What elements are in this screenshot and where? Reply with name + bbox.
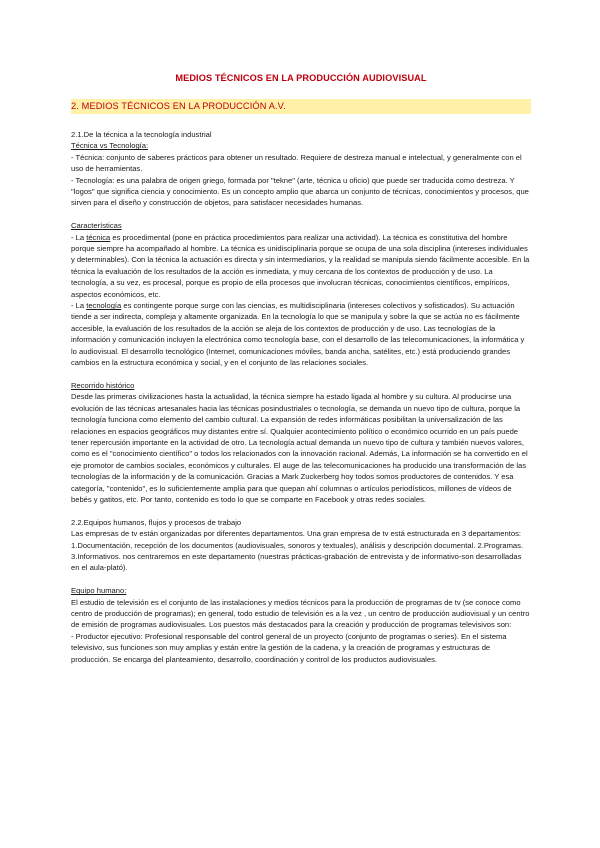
underlined-term: tecnología xyxy=(86,301,122,311)
subsection-title: 2.1.De la técnica a la tecnología industrial xyxy=(71,130,212,139)
subheading-equipo-humano: Equipo humano: xyxy=(71,586,127,596)
underlined-term: técnica xyxy=(86,232,111,242)
subheading-recorrido-historico: Recorrido histórico xyxy=(71,380,135,390)
paragraph: Las empresas de tv están organizadas por diferentes departamentos. Una gran empresa de tv está estructurada en 3 departamentos: 1.Documentación, recepción de los documentos (audiovisuales, sonoros y textuales), análisis y descripción documental. 2.Programas. 3.Informativos. nos centraremos en este departamento (nuestras prácticas-grabación de entrevista y de informativo-son desarrolladas en el aula-plató). xyxy=(71,529,524,573)
subheading-caracteristicas: Características xyxy=(71,221,122,231)
document-title: MEDIOS TÉCNICOS EN LA PRODUCCIÓN AUDIOVISUAL xyxy=(175,73,427,83)
paragraph: - Técnica: conjunto de saberes prácticos para obtener un resultado. Requiere de destreza manual e intelectual, y generalmente con el uso de herramientas. xyxy=(71,152,522,174)
subsection-title: 2.2.Equipos humanos, flujos y procesos de trabajo xyxy=(71,517,242,527)
paragraph: El estudio de televisión es el conjunto de las instalaciones y medios técnicos para la producción de programas de tv (se conoce como centro de producción de programas); en general, todo estudio de televisión es a la vez , un centro de producción audiovisual y un centro de emisión de programas audiovisuales. Los puestos más destacados para la creación y producción de programas televisivos son: xyxy=(71,597,530,630)
paragraph: - Productor ejecutivo: Profesional responsable del control general de un proyecto (conjunto de programas o series). En el sistema televisivo, sus funciones son muy amplias y están entre la gestión de la cadena, y la creación de programas y estructuras de producción. Se encarga del planteamiento, desarrollo, coordinación y control de los productos audiovisuales. xyxy=(71,631,507,664)
section-heading: 2. MEDIOS TÉCNICOS EN LA PRODUCCIÓN A.V. xyxy=(71,99,531,114)
paragraph: Desde las primeras civilizaciones hasta la actualidad, la técnica siempre ha estado ligada al hombre y su cultura. Al producirse una evolución de las técnicas artesanales hacia las técnicas posindustriales o tecnología, se demanda un nuevo tipo de cultura, porque la tecnología funciona como elemento del cambio cultural. La expansión de redes informáticas posibilitan la universalización de las relaciones en espacios geográficos muy distantes entre sí. Qualquier acontecimiento político o económico ocurrido en un país puede tener repercusión importante en la actividad de otro. La tecnología actual demanda un nuevo tipo de cultura y también nuevos valores, como es el "conocimiento científico" o todos los relacionados con la innovación racional. Además, La información se ha convertido en el eje promotor de cambios sociales, económicos y culturales. El auge de las telecomunicaciones ha producido una transformación de las tecnologías de la información y de la comunicación. Gracias a Mark Zuckerberg hoy todos somos productores de contenidos. Y esa categoría, "contenido", es lo suficientemente amplia para que quepan ahí columnas o artículos periodísticos, millones de vídeos de bebés y gatitos, etc. Por tanto, contenido es todo lo que se comparte en Facebook y otras redes sociales. xyxy=(71,392,528,504)
paragraph: - Tecnología: es una palabra de origen griego, formada por "tekne" (arte, técnica u oficio) que puede ser traducida como destreza. Y "logos" que significa ciencia y conocimiento. Es un concepto amplio que abarca un conjunto de técnicas, conocimientos y procesos, que sirven para el diseño y construcción de objetos, para satisfacer necesidades humanas. xyxy=(71,175,529,208)
paragraph: - La técnica es procedimental (pone en práctica procedimientos para realizar una actividad). La técnica es constitutiva del hombre porque siempre ha acompañado al hombre. La técnica es unidisciplinaria porque se ocupa de una sola disciplina (intereses individuales y determinables). Con la técnica la actuación es directa y sin intermediarios, y la realidad se manipula siendo fácilmente accesible. En la técnica la evaluación de los resultados de la acción es inmediata, y muy cercana de los contextos de producción y de uso. La tecnología, a su vez, es procesal, porque es propio de ella procesos que involucran técnicas, conocimientos científicos, empíricos, aspectos económicos, etc. xyxy=(71,232,530,299)
paragraph: - La tecnología es contingente porque surge con las ciencias, es multidisciplinaria (intereses colectivos y sofisticados). Su actuación tiende a ser indirecta, compleja y altamente organizada. En la tecnología lo que se manipula y sobre la que se actúa no es fácilmente accesible, la evaluación de los resultados de la acción se aleja de los contextos de producción y de uso. Las tecnologías de la información y comunicación incluyen la electrónica como tecnología base, con el desarrollo de las telecomunicaciones, la informática y lo audiovisual. El desarrollo tecnológico (Internet, comunicaciones móviles, banda ancha, satélites, etc.) está produciendo grandes cambios en la estructura económica y social, y en el conjunto de las relaciones sociales. xyxy=(71,301,525,368)
subheading-tecnica-vs-tecnologia: Técnica vs Tecnología: xyxy=(71,141,149,151)
document-body xyxy=(71,129,531,665)
